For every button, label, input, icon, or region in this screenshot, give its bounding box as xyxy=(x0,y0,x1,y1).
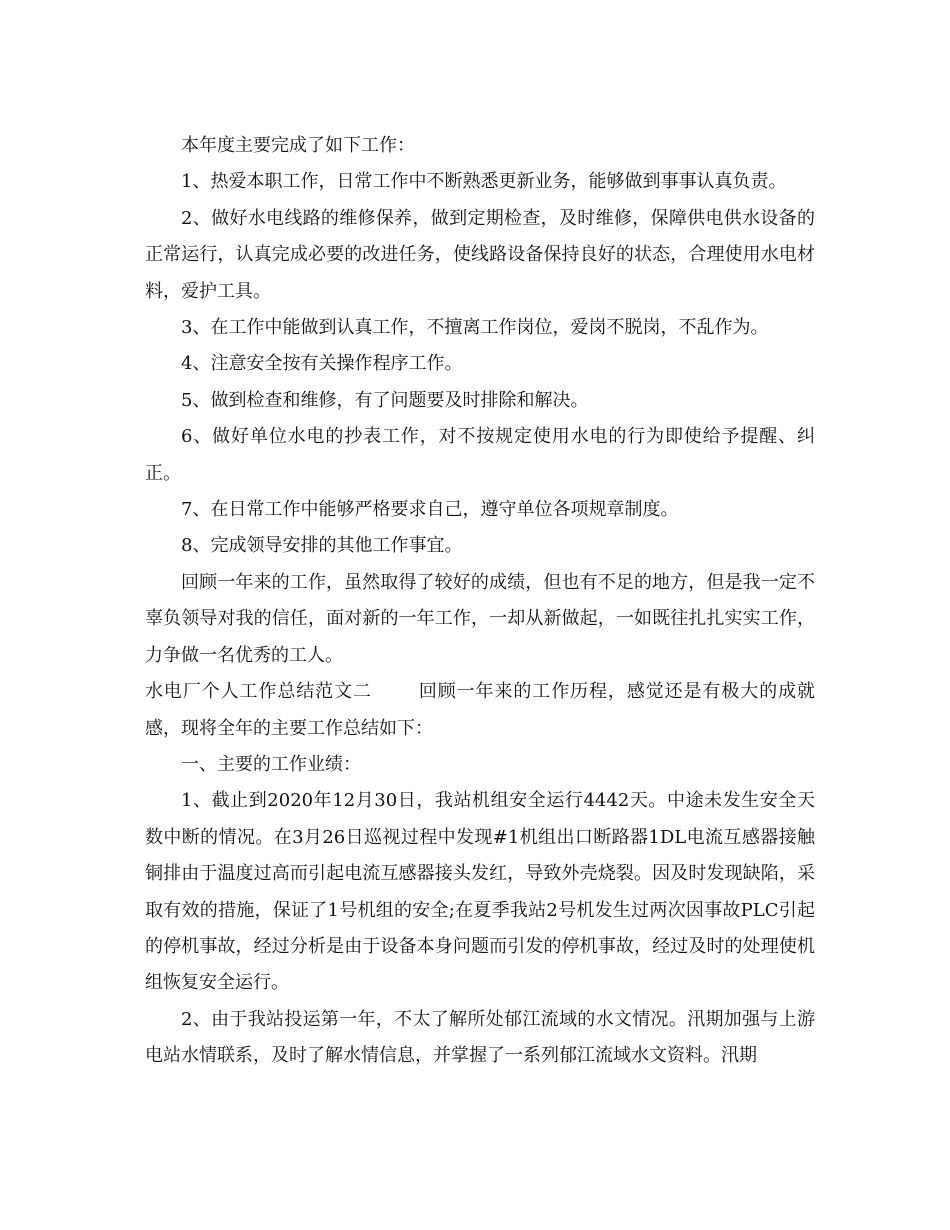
list-item-6: 6、做好单位水电的抄表工作，对不按规定使用水电的行为即使给予提醒、纠正。 xyxy=(145,426,815,484)
list-item-4: 4、注意安全按有关操作程序工作。 xyxy=(181,353,463,375)
list-item-7: 7、在日常工作中能够严格要求自己，遵守单位各项规章制度。 xyxy=(181,499,679,521)
list-item-3: 3、在工作中能做到认真工作，不擅离工作岗位，爱岗不脱岗，不乱作为。 xyxy=(181,317,769,339)
review-paragraph: 回顾一年来的工作，虽然取得了较好的成绩，但也有不足的地方，但是我一定不辜负领导对我的信任，面对新的一年工作，一却从新做起，一如既往扎扎实实工作，力争做一名优秀的工人。 xyxy=(145,571,815,666)
section-intro: 回顾一年来的工作历程，感觉还是有极大的成就感，现将全年的主要工作总结如下： xyxy=(145,681,816,739)
achievement-item-2: 2、由于我站投运第一年，不太了解所处郁江流域的水文情况。汛期加强与上游电站水情联系，及时了解水情信息，并掌握了一系列郁江流域水文资料。汛期 xyxy=(145,1008,815,1067)
list-item-2: 2、做好水电线路的维修保养，做到定期检查，及时维修，保障供电供水设备的正常运行，认真完成必要的改进任务，使线路设备保持良好的状态，合理使用水电材料，爱护工具。 xyxy=(145,207,815,302)
list-item-1: 1、热爱本职工作，日常工作中不断熟悉更新业务，能够做到事事认真负责。 xyxy=(181,171,787,193)
document-body xyxy=(145,128,815,1075)
list-item-5: 5、做到检查和维修，有了问题要及时排除和解决。 xyxy=(181,389,589,411)
achievements-heading: 一、主要的工作业绩： xyxy=(181,753,361,775)
list-item-8: 8、完成领导安排的其他工作事宜。 xyxy=(181,535,463,557)
achievement-item-1: 1、截止到2020年12月30日，我站机组安全运行4442天。中途未发生安全天数中断的情况。在3月26日巡视过程中发现#1机组出口断路器1DL电流互感器接触铜排由于温度过高而引起电流互感器接头发红，导致外壳烧裂。因及时发现缺陷，采取有效的措施，保证了1号机组的安全;在夏季我站2号机发生过两次因事故PLC引起的停机事故，经过分析是由于设备本身问题而引发的停机事故，经过及时的处理使机组恢复安全运行。 xyxy=(145,790,815,994)
section-title: 水电厂个人工作总结范文二 xyxy=(145,681,372,703)
intro-paragraph: 本年度主要完成了如下工作： xyxy=(181,135,415,156)
section-two-paragraph xyxy=(145,674,815,747)
